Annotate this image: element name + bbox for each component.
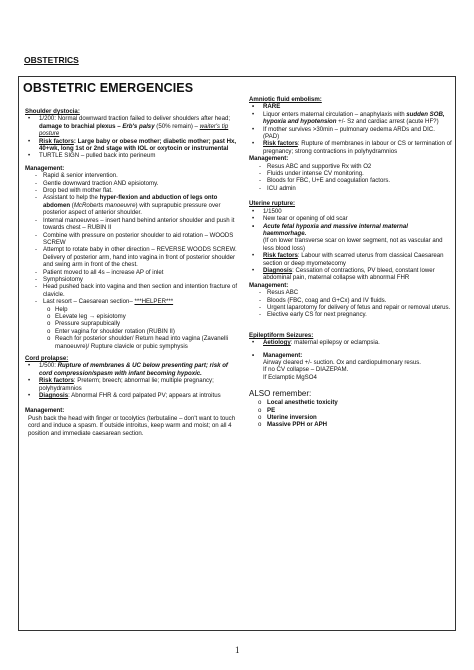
epileptiform-mgmt-line: Airway cleared +/- suction. Ox and cardiopulmonary resus. — [263, 359, 422, 366]
uterine-bullet-tear: • New tear or opening of old scar — [249, 215, 452, 222]
amniotic-bullet-liquor: • Liquor enters maternal circulation – anaphylaxis with sudden SOB, hypoxia and hypotension +/- Sz and cardiac arrest (acute HF?) — [249, 111, 452, 126]
also-item: o Massive PPH or APH — [249, 421, 452, 428]
amniotic-mgmt-item: - ICU admin — [249, 185, 452, 192]
shoulder-bullet-incidence: • 1/200: Normal downward traction failed to deliver shoulders after head; damage to brachial plexus – Erb's palsy (50% remain) – waiter's tip posture — [25, 115, 238, 137]
page-header: OBSTETRICS — [24, 55, 79, 65]
amniotic-mgmt-item: - Fluids under intense CV monitoring. — [249, 170, 452, 177]
amniotic-management-heading: Management: — [249, 155, 289, 163]
shoulder-mgmt-item: - Last resort – Caesarean section– ***HELPER*** — [25, 298, 238, 305]
uterine-mgmt-item: - Bloods (FBC, coag and G+Cx) and IV fluids. — [249, 297, 452, 304]
uterine-bullet-incidence: • 1/1500 — [249, 208, 452, 215]
uterine-management-heading: Management: — [249, 281, 289, 289]
shoulder-bullet-turtle: • TURTLE SIGN – pulled back into perineum — [25, 152, 238, 159]
shoulder-mgmt-item: - Symphsiotomy — [25, 276, 238, 283]
shoulder-bullet-risk: • Risk factors: Large baby or obese mother; diabetic mother; past Hx, 40+wk, long 1st or 2nd stage with IOL or oxytocin or instrumental — [25, 138, 238, 153]
content-box — [18, 76, 456, 631]
shoulder-mgmt-item: - Combine with pressure on posterior shoulder to aid rotation – WOODS SCREW — [25, 232, 238, 247]
also-item: o Uterine inversion — [249, 414, 452, 421]
shoulder-dystocia-heading: Shoulder dystocia: — [25, 108, 80, 115]
shoulder-mgmt-item: - Internal manoeuvres – insert hand behind anterior shoulder and push it towards chest – RUBIN II — [25, 217, 238, 232]
uterine-heading: Uterine rupture: — [249, 200, 296, 208]
helper-item: o Enter vagina for shoulder rotation (RUBIN II) — [25, 328, 238, 335]
helper-item: o ELevate leg → episiotomy — [25, 313, 238, 320]
shoulder-mgmt-item: - Assistant to help the hyper-flexion and abduction of legs onto abdomen (McRoberts manoeuvre) with suprapubic pressure over posterior aspect of anterior shoulder. — [25, 194, 238, 216]
shoulder-management-heading: Management: — [25, 164, 65, 172]
uterine-mgmt-item: - Urgent laparotomy for delivery of fetus and repair or removal uterus. — [249, 304, 452, 311]
uterine-mgmt-item: - Resus ABC — [249, 289, 452, 296]
epileptiform-management-heading: • Management: — [249, 352, 452, 359]
shoulder-mgmt-item: - Attempt to rotate baby in other direction – REVERSE WOODS SCREW. Delivery of posterior arm, hand into vagina in front of posterior shoulder and swing arm in front of the chest. — [25, 246, 238, 268]
shoulder-mgmt-item: - Gentle downward traction AND episiotomy. — [25, 180, 238, 187]
cord-bullet-diagnosis: • Diagnosis: Abnormal FHR & cord palpated PV; appears at introitus — [25, 392, 238, 399]
page-number: 1 — [235, 645, 240, 655]
also-item: o PE — [249, 407, 452, 414]
helper-item: o Help — [25, 306, 238, 313]
amniotic-bullet-risk: • Risk factors: Rupture of membranes in labour or CS or termination of pregnancy; strong contractions in polyhydramnios — [249, 140, 452, 155]
helper-item: o Pressure suprapubically — [25, 320, 238, 327]
amniotic-bullet-rare: • RARE — [249, 103, 452, 110]
epileptiform-mgmt-line: If no CV collapse – DIAZEPAM. — [263, 366, 349, 374]
amniotic-heading: Amniotic fluid embolism: — [249, 96, 322, 103]
cord-prolapse-heading: Cord prolapse: — [25, 355, 69, 362]
shoulder-mgmt-item: - Drop bed with mother flat. — [25, 187, 238, 194]
cord-management-heading: Management: — [25, 407, 65, 415]
shoulder-mgmt-item: - Head pushed back into vagina and then section and intention fracture of clavicle. — [25, 283, 238, 298]
epileptiform-mgmt-line: If Eclamptic MgSO4 — [263, 373, 317, 381]
page-title: OBSTETRIC EMERGENCIES — [23, 81, 194, 95]
left-column — [25, 108, 238, 437]
uterine-bullet-risk: • Risk factors: Labour with scarred uterus from classical Caesarean section or deep myometecomy — [249, 252, 452, 267]
amniotic-mgmt-item: - Resus ABC and supportive Rx with O2 — [249, 163, 452, 170]
right-column — [249, 96, 452, 429]
epileptiform-heading: Epileptiform Seizures: — [249, 331, 314, 339]
uterine-bullet-hypoxia: • Acute fetal hypoxia and massive internal maternal haemmorhage. — [249, 223, 452, 238]
cord-management-text: Push back the head with finger or tocolytics (terbutaline – don't want to touch cord and induce a spasm. If outside introitus, keep warm and moist; on all 4 position and immediate caesarean section. — [28, 414, 236, 437]
shoulder-mgmt-item: - Patient moved to all 4s – increase AP of inlet — [25, 269, 238, 276]
shoulder-mgmt-item: - Rapid & senior intervention. — [25, 172, 238, 179]
uterine-mgmt-item: - Elective early CS for next pregnancy. — [249, 311, 452, 318]
uterine-note: (If on lower transverse scar on lower segment, not as vascular and less blood loss) — [263, 237, 443, 252]
amniotic-mgmt-item: - Bloods for FBC, U+E and coagulation factors. — [249, 177, 452, 184]
epileptiform-bullet-aetiology: • Aetiology: maternal epilepsy or eclampsia. — [249, 339, 452, 346]
amniotic-bullet-survives: • If mother survives >30min – pulmonary oedema ARDs and DIC. (PAD) — [249, 126, 452, 141]
cord-bullet-incidence: • 1/500: Rupture of membranes & UC below presenting part; risk of cord compression/spasm with infant becoming hypoxic. — [25, 362, 238, 377]
cord-bullet-risk: • Risk factors: Preterm; breech; abnormal lie; multiple pregnancy; polyhydramnios — [25, 377, 238, 392]
also-item: o Local anesthetic toxicity — [249, 399, 452, 406]
helper-item: o Reach for posterior shoulder/ Return head into vagina (Zavanelli manoeuvre)/ Rupture clavicle or pubic symphysis — [25, 335, 238, 350]
also-remember-heading: ALSO remember: — [249, 389, 312, 399]
uterine-bullet-diagnosis: • Diagnosis: Cessation of contractions, PV bleed, constant lower abdominal pain, maternal collapse with abnormal FHR — [249, 267, 452, 282]
